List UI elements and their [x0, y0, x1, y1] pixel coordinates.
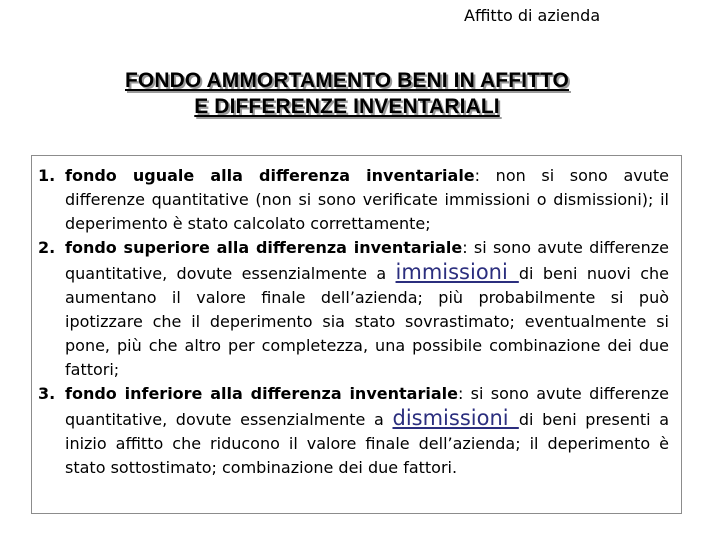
list-item-1: [38, 164, 669, 236]
item-text-continued: di beni nuovi che aumentano il valore finale dell’azienda; più probabilmente si può ipotizzare che il deperimento sia stato sovrastimato; eventualmente si pone, più che altro per completezza, una possibile combinazione dei due fattori;: [65, 264, 669, 379]
highlight-term: dismissioni: [392, 406, 519, 430]
title-line-2: E DIFFERENZE INVENTARIALI: [194, 95, 500, 118]
highlight-term: immissioni: [395, 260, 519, 284]
list-item-3: [38, 382, 669, 480]
item-lead: fondo uguale alla differenza inventariale: [65, 166, 475, 185]
item-text: : si sono avute differenze quantitative, dovute essenzialmente a: [65, 238, 669, 283]
item-text: : non si sono avute differenze quantitative (non si sono verificate immissioni o dismissioni); il deperimento è stato calcolato correttamente;: [65, 166, 669, 233]
numbered-list: [38, 164, 669, 480]
item-lead: fondo superiore alla differenza inventariale: [65, 238, 463, 257]
item-text-continued: di beni presenti a inizio affitto che riducono il valore finale dell’azienda; il deperimento è stato sottostimato; combinazione dei due fattori.: [65, 410, 670, 477]
slide-header: Affitto di azienda: [464, 6, 601, 25]
content-box: [31, 155, 682, 514]
list-item-2: [38, 236, 669, 382]
item-lead: fondo inferiore alla differenza inventariale: [65, 384, 458, 403]
item-number: 2.: [38, 238, 56, 257]
title-line-1: FONDO AMMORTAMENTO BENI IN AFFITTO: [125, 69, 569, 92]
item-number: 1.: [38, 166, 56, 185]
item-text: : si sono avute differenze quantitative, dovute essenzialmente a: [65, 384, 669, 429]
item-number: 3.: [38, 384, 56, 403]
slide-title: [0, 68, 694, 120]
